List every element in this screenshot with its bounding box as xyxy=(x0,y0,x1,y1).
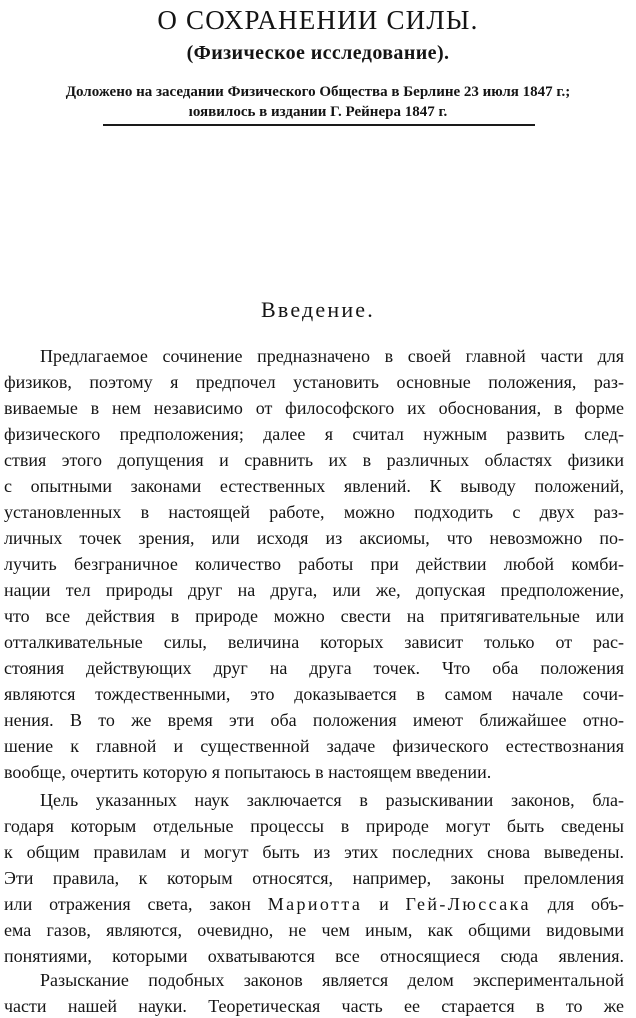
body-line: виваемые в нем независимо от философского их обоснования, в форме xyxy=(4,398,624,418)
body-line: нации тел природы друг на друга, или же, допуская предположение, xyxy=(4,580,624,600)
body-line: понятиями, которыми охватываются все относящиеся сюда явления. xyxy=(4,946,624,966)
body-line xyxy=(4,892,624,916)
body-line: ема газов, являются, очевидно, не чем иным, как общими видовыми xyxy=(4,920,624,940)
body-line: Эти правила, к которым относятся, например, законы преломления xyxy=(4,868,624,888)
body-line: личных точек зрения, или исходя из аксиомы, что невозможно по- xyxy=(4,528,624,548)
body-line: являются тождественными, это доказывается в самом начале сочи- xyxy=(4,684,624,704)
body-line-text: для объ- xyxy=(547,894,625,914)
body-line: части нашей науки. Теоретическая часть ее старается в то же xyxy=(4,996,624,1016)
presentation-note-line-1: Доложено на заседании Физического Общества в Берлине 23 июля 1847 г.; xyxy=(65,84,571,100)
document-title: О СОХРАНЕНИИ СИЛЫ. xyxy=(157,5,479,35)
presentation-note-line-2: ıоявилось в издании Г. Рейнера 1847 г. xyxy=(188,104,448,120)
spaced-name-gay-lussac: Гей-Люссака xyxy=(405,894,531,914)
body-line: ствия этого допущения и сравнить их в различных областях физики xyxy=(4,450,624,470)
body-line: Цель указанных наук заключается в разыскивании законов, бла- xyxy=(40,790,624,810)
body-line: нения. В то же время эти оба положения имеют ближайшее отно- xyxy=(4,710,624,730)
header-divider xyxy=(103,124,535,126)
body-line: установленных в настоящей работе, можно подходить с двух раз- xyxy=(4,502,624,522)
body-line: стояния действующих друг на друга точек. Что оба положения xyxy=(4,658,624,678)
body-line-text: или отражения света, закон xyxy=(4,894,251,914)
body-line: Разыскание подобных законов является делом экспериментальной xyxy=(40,970,624,990)
body-line: что все действия в природе можно свести на притягивательные или xyxy=(4,606,624,626)
spaced-name-mariotte: Мариотта xyxy=(267,894,363,914)
body-line: лучить безграничное количество работы при действии любой комби- xyxy=(4,554,624,574)
body-line-text: и xyxy=(379,894,389,914)
body-line: шение к главной и существенной задаче физического естествознания xyxy=(4,736,624,756)
body-line: отталкивательные силы, величина которых зависит только от рас- xyxy=(4,632,624,652)
body-line: с опытными законами естественных явлений. К выводу положений, xyxy=(4,476,624,496)
body-line: Предлагаемое сочинение предназначено в своей главной части для xyxy=(40,346,624,366)
section-heading: Введение. xyxy=(261,297,375,322)
body-line: годаря которым отдельные процессы в природе могут быть сведены xyxy=(4,816,624,836)
body-line: физиков, поэтому я предпочел установить основные положения, раз- xyxy=(4,372,624,392)
body-line: вообще, очертить которую я попытаюсь в настоящем введении. xyxy=(4,762,492,782)
body-line: физического предположения; далее я считал нужным развить след- xyxy=(4,424,624,444)
document-subtitle: (Физическое исследование). xyxy=(186,42,450,64)
body-line: к общим правилам и могут быть из этих последних снова выведены. xyxy=(4,842,624,862)
